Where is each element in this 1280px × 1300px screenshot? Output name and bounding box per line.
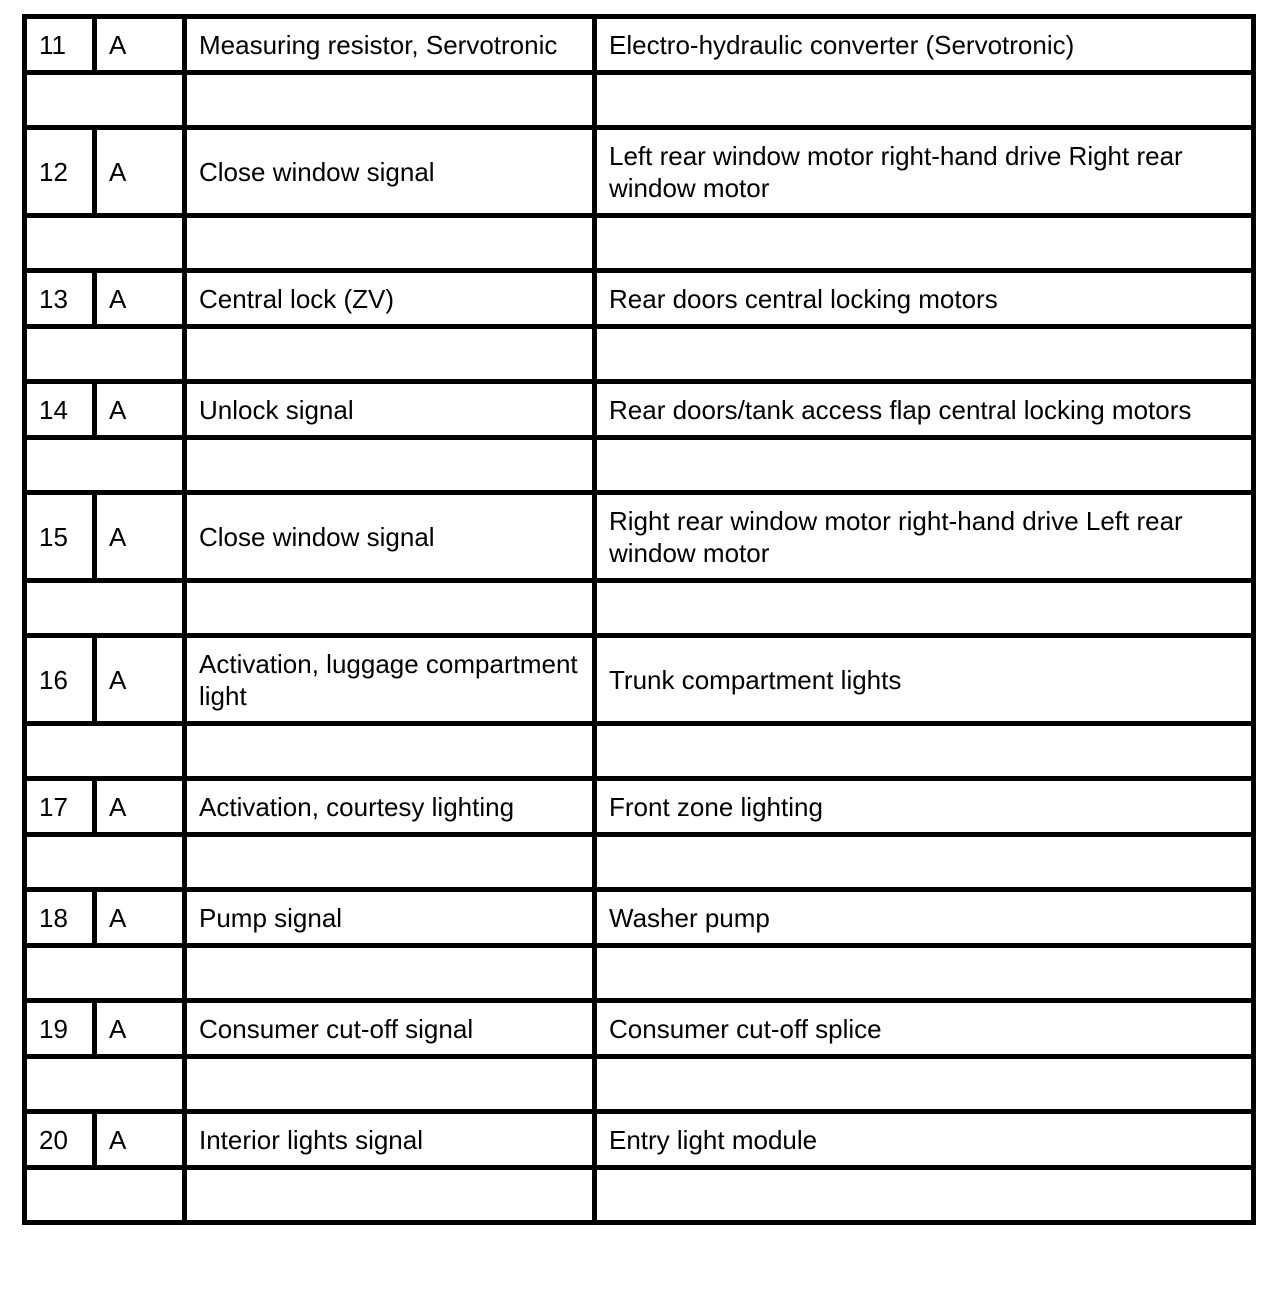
empty-cell xyxy=(25,1057,185,1112)
pin-type-cell: A xyxy=(95,128,185,216)
empty-cell xyxy=(25,946,185,1001)
pin-number-cell: 18 xyxy=(25,890,95,946)
pin-type-cell: A xyxy=(95,1001,185,1057)
empty-cell xyxy=(185,438,595,493)
empty-cell xyxy=(185,835,595,890)
description-cell: Measuring resistor, Servotronic xyxy=(185,17,595,73)
empty-cell xyxy=(185,724,595,779)
spacer-row xyxy=(25,835,1254,890)
spacer-row xyxy=(25,946,1254,1001)
description-cell: Activation, courtesy lighting xyxy=(185,779,595,835)
connection-cell: Right rear window motor right-hand drive Left rear window motor xyxy=(595,493,1254,581)
empty-cell xyxy=(595,327,1254,382)
table-row xyxy=(25,271,1254,327)
spacer-row xyxy=(25,327,1254,382)
table-row xyxy=(25,1001,1254,1057)
pin-number-cell: 20 xyxy=(25,1112,95,1168)
connection-cell: Consumer cut-off splice xyxy=(595,1001,1254,1057)
pin-number-cell: 16 xyxy=(25,636,95,724)
pin-type-cell: A xyxy=(95,382,185,438)
empty-cell xyxy=(25,1168,185,1223)
pin-type-cell: A xyxy=(95,779,185,835)
empty-cell xyxy=(25,438,185,493)
pin-type-cell: A xyxy=(95,493,185,581)
empty-cell xyxy=(595,1057,1254,1112)
empty-cell xyxy=(25,724,185,779)
pin-number-cell: 14 xyxy=(25,382,95,438)
empty-cell xyxy=(595,835,1254,890)
pin-assignment-table xyxy=(22,14,1256,1225)
pin-type-cell: A xyxy=(95,636,185,724)
empty-cell xyxy=(185,73,595,128)
pin-number-cell: 19 xyxy=(25,1001,95,1057)
description-cell: Activation, luggage compartment light xyxy=(185,636,595,724)
pin-number-cell: 15 xyxy=(25,493,95,581)
table-row xyxy=(25,636,1254,724)
table-row xyxy=(25,382,1254,438)
empty-cell xyxy=(595,438,1254,493)
empty-cell xyxy=(185,327,595,382)
description-cell: Central lock (ZV) xyxy=(185,271,595,327)
table-row xyxy=(25,1112,1254,1168)
empty-cell xyxy=(25,73,185,128)
description-cell: Pump signal xyxy=(185,890,595,946)
pin-type-cell: A xyxy=(95,1112,185,1168)
connection-cell: Rear doors central locking motors xyxy=(595,271,1254,327)
empty-cell xyxy=(25,581,185,636)
table-row xyxy=(25,128,1254,216)
connection-cell: Electro-hydraulic converter (Servotronic) xyxy=(595,17,1254,73)
empty-cell xyxy=(185,216,595,271)
empty-cell xyxy=(25,835,185,890)
empty-cell xyxy=(185,581,595,636)
connection-cell: Front zone lighting xyxy=(595,779,1254,835)
spacer-row xyxy=(25,1057,1254,1112)
spacer-row xyxy=(25,438,1254,493)
spacer-row xyxy=(25,73,1254,128)
empty-cell xyxy=(185,1168,595,1223)
empty-cell xyxy=(595,724,1254,779)
description-cell: Close window signal xyxy=(185,128,595,216)
pin-number-cell: 17 xyxy=(25,779,95,835)
connection-cell: Left rear window motor right-hand drive Right rear window motor xyxy=(595,128,1254,216)
connection-cell: Rear doors/tank access flap central locking motors xyxy=(595,382,1254,438)
pin-type-cell: A xyxy=(95,17,185,73)
table-row xyxy=(25,779,1254,835)
pin-type-cell: A xyxy=(95,890,185,946)
pin-number-cell: 12 xyxy=(25,128,95,216)
connection-cell: Trunk compartment lights xyxy=(595,636,1254,724)
table-row xyxy=(25,493,1254,581)
empty-cell xyxy=(595,581,1254,636)
connection-cell: Washer pump xyxy=(595,890,1254,946)
pin-number-cell: 13 xyxy=(25,271,95,327)
empty-cell xyxy=(595,946,1254,1001)
empty-cell xyxy=(185,1057,595,1112)
spacer-row xyxy=(25,724,1254,779)
description-cell: Interior lights signal xyxy=(185,1112,595,1168)
empty-cell xyxy=(25,327,185,382)
empty-cell xyxy=(595,1168,1254,1223)
description-cell: Unlock signal xyxy=(185,382,595,438)
table-row xyxy=(25,890,1254,946)
connection-cell: Entry light module xyxy=(595,1112,1254,1168)
spacer-row xyxy=(25,216,1254,271)
empty-cell xyxy=(595,216,1254,271)
description-cell: Close window signal xyxy=(185,493,595,581)
spacer-row xyxy=(25,1168,1254,1223)
description-cell: Consumer cut-off signal xyxy=(185,1001,595,1057)
table-row xyxy=(25,17,1254,73)
empty-cell xyxy=(595,73,1254,128)
pin-number-cell: 11 xyxy=(25,17,95,73)
empty-cell xyxy=(185,946,595,1001)
pin-type-cell: A xyxy=(95,271,185,327)
empty-cell xyxy=(25,216,185,271)
spacer-row xyxy=(25,581,1254,636)
